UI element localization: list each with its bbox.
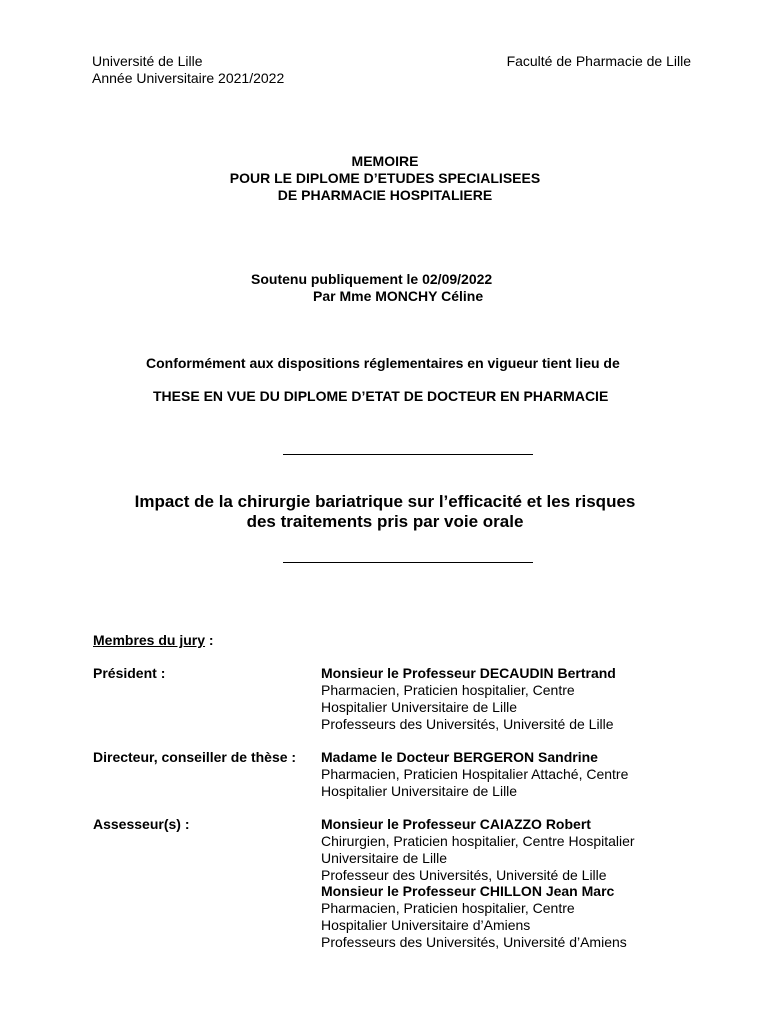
title-memoire: MEMOIRE	[351, 153, 419, 169]
statement-thesis: THESE EN VUE DU DIPLOME D’ETAT DE DOCTEUR EN PHARMACIE	[153, 388, 609, 404]
separator-bottom	[283, 562, 533, 563]
president-detail: Hospitalier Universitaire de Lille	[321, 699, 518, 715]
separator-top	[283, 454, 533, 455]
defense-author: Par Mme MONCHY Céline	[313, 288, 484, 304]
assessor2-detail: Professeurs des Universités, Université d’Amiens	[321, 934, 627, 950]
title-specialty: DE PHARMACIE HOSPITALIERE	[277, 187, 493, 203]
assessor2-detail: Pharmacien, Praticien hospitalier, Centre	[321, 900, 575, 916]
assessor1-name: Monsieur le Professeur CAIAZZO Robert	[321, 816, 591, 832]
academic-year: Année Universitaire 2021/2022	[92, 70, 285, 86]
president-detail: Professeurs des Universités, Université de Lille	[321, 716, 614, 732]
assessor2-name: Monsieur le Professeur CHILLON Jean Marc	[321, 883, 615, 899]
role-president: Président :	[93, 665, 166, 681]
role-assessors: Assesseur(s) :	[93, 816, 190, 832]
jury-heading	[93, 632, 214, 648]
president-detail: Pharmacien, Praticien hospitalier, Centre	[321, 682, 575, 698]
president-name: Monsieur le Professeur DECAUDIN Bertrand	[321, 665, 616, 681]
director-detail: Hospitalier Universitaire de Lille	[321, 783, 518, 799]
role-director: Directeur, conseiller de thèse :	[93, 749, 297, 765]
statement-line: Conformément aux dispositions réglementaires en vigueur tient lieu de	[146, 355, 620, 371]
director-detail: Pharmacien, Praticien Hospitalier Attaché, Centre	[321, 766, 629, 782]
director-name: Madame le Docteur BERGERON Sandrine	[321, 749, 598, 765]
title-diploma: POUR LE DIPLOME D’ETUDES SPECIALISEES	[229, 170, 541, 186]
assessor2-detail: Hospitalier Universitaire d’Amiens	[321, 917, 531, 933]
thesis-title-line2: des traitements pris par voie orale	[246, 512, 524, 531]
university-name: Université de Lille	[92, 53, 203, 69]
defense-date: Soutenu publiquement le 02/09/2022	[251, 271, 493, 287]
jury-heading-suffix: :	[205, 632, 214, 648]
assessor1-detail: Chirurgien, Praticien hospitalier, Centre Hospitalier	[321, 833, 635, 849]
thesis-title-line1: Impact de la chirurgie bariatrique sur l’efficacité et les risques	[134, 492, 636, 511]
assessor1-detail: Professeur des Universités, Université de Lille	[321, 867, 607, 883]
assessor1-detail: Universitaire de Lille	[321, 850, 448, 866]
faculty-name: Faculté de Pharmacie de Lille	[506, 53, 691, 69]
jury-heading-text: Membres du jury	[93, 632, 206, 648]
